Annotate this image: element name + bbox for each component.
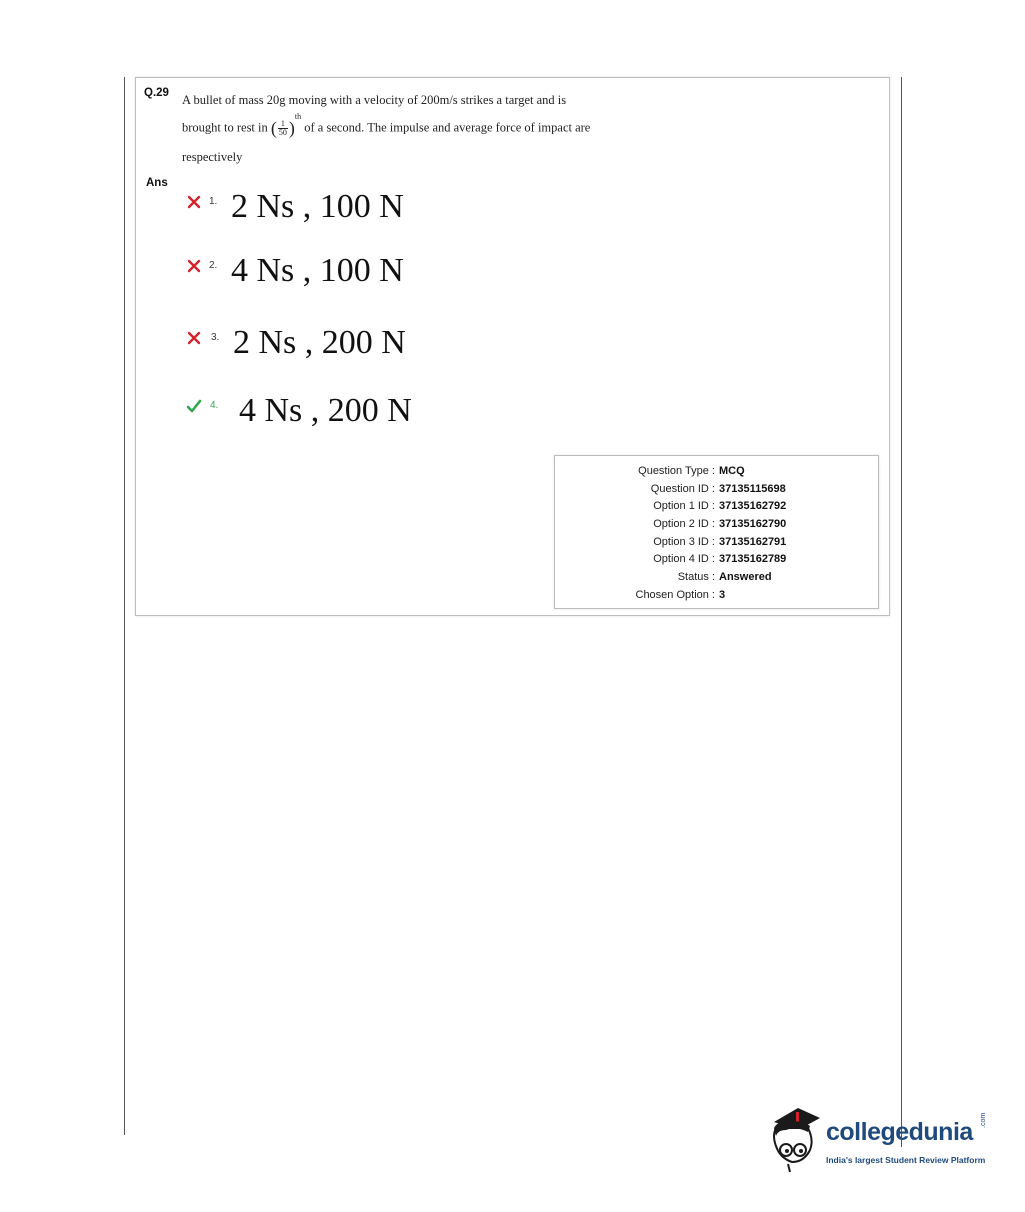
option-4-text: 4 Ns , 200 N (239, 392, 412, 429)
question-info-panel (554, 455, 879, 609)
info-option-3-id: Option 3 ID : 37135162791 (653, 536, 787, 548)
cross-icon (186, 258, 202, 274)
brand-tagline: India's largest Student Review Platform (826, 1155, 986, 1165)
collegedunia-logo (768, 1106, 998, 1176)
ans-label: Ans (146, 177, 168, 189)
cross-icon (186, 194, 202, 210)
cross-icon (186, 330, 202, 346)
option-2-number: 2. (209, 260, 218, 271)
question-number: Q.29 (144, 87, 169, 99)
brand-dotcom: .com (980, 1112, 987, 1128)
option-4-number: 4. (210, 400, 219, 411)
info-option-2-id: Option 2 ID : 37135162790 (653, 518, 787, 530)
left-rule (124, 77, 125, 1135)
question-line-2-post: of a second. The impulse and average force of impact are (304, 120, 591, 135)
option-3-text: 2 Ns , 200 N (233, 324, 406, 361)
option-3-number: 3. (211, 332, 220, 343)
info-option-1-id: Option 1 ID : 37135162792 (653, 500, 787, 512)
superscript-th: th (294, 112, 302, 121)
info-status: Status : Answered (677, 571, 772, 583)
option-1-text: 2 Ns , 100 N (231, 188, 404, 225)
option-2-text: 4 Ns , 100 N (231, 252, 404, 289)
question-line-1: A bullet of mass 20g moving with a velocity of 200m/s strikes a target and is (182, 93, 567, 107)
brand-name: collegedunia (826, 1118, 973, 1146)
question-panel (135, 77, 890, 616)
info-chosen-option: Chosen Option : 3 (635, 589, 726, 601)
right-rule (901, 77, 902, 1147)
mascot-icon (768, 1106, 824, 1176)
info-option-4-id: Option 4 ID : 37135162789 (653, 553, 787, 565)
fraction: $\frac{1}{50}$ (278, 119, 287, 137)
question-line-2-pre: brought to rest in (182, 120, 268, 135)
option-1-number: 1. (209, 196, 218, 207)
question-line-2: brought to rest in ( $\frac{1}{50}$ )$^{th}$ of a second. The impulse and average force of impact are (182, 112, 591, 138)
info-question-type: Question Type : MCQ (638, 465, 745, 477)
info-question-id: Question ID : 37135115698 (650, 483, 786, 495)
question-line-3: respectively (182, 150, 243, 164)
check-icon (186, 398, 202, 414)
